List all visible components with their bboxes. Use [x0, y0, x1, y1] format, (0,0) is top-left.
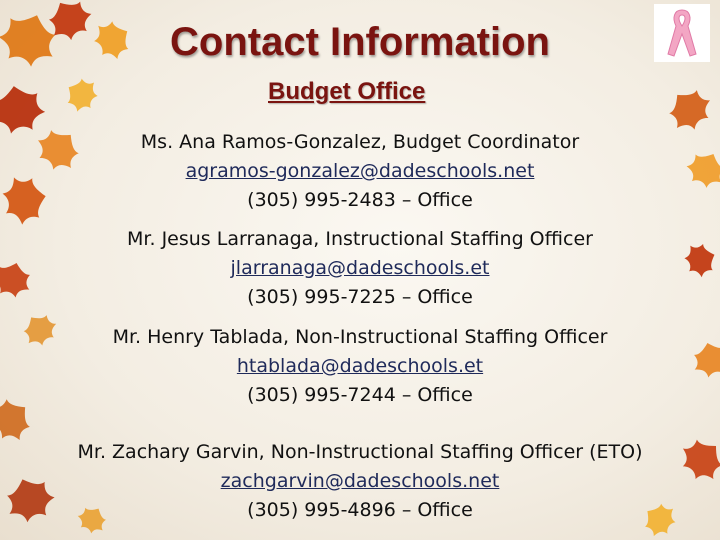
contact-name: Mr. Henry Tablada, Non-Instructional Staffing Officer: [112, 326, 608, 348]
contact-card: [0, 438, 720, 525]
section-subtitle: Budget Office: [268, 78, 426, 105]
page-title: Contact Information: [170, 20, 550, 64]
contact-email-link[interactable]: jlarranaga@dadeschools.et: [230, 257, 490, 279]
contact-name: Mr. Zachary Garvin, Non-Instructional Staffing Officer (ETO): [77, 441, 643, 463]
contact-phone: (305) 995-4896 – Office: [247, 499, 473, 521]
contact-phone: (305) 995-7225 – Office: [247, 286, 473, 308]
contact-phone: (305) 995-2483 – Office: [247, 189, 473, 211]
contact-name: Ms. Ana Ramos-Gonzalez, Budget Coordinator: [140, 131, 580, 153]
contact-name: Mr. Jesus Larranaga, Instructional Staffing Officer: [127, 228, 593, 250]
contact-phone: (305) 995-7244 – Office: [247, 384, 473, 406]
contact-email-link[interactable]: htablada@dadeschools.et: [236, 355, 484, 377]
contact-email-link[interactable]: agramos-gonzalez@dadeschools.net: [185, 160, 535, 182]
contact-card: [0, 323, 720, 410]
contact-card: [0, 225, 720, 312]
contact-card: [0, 128, 720, 215]
contact-email-link[interactable]: zachgarvin@dadeschools.net: [220, 470, 500, 492]
